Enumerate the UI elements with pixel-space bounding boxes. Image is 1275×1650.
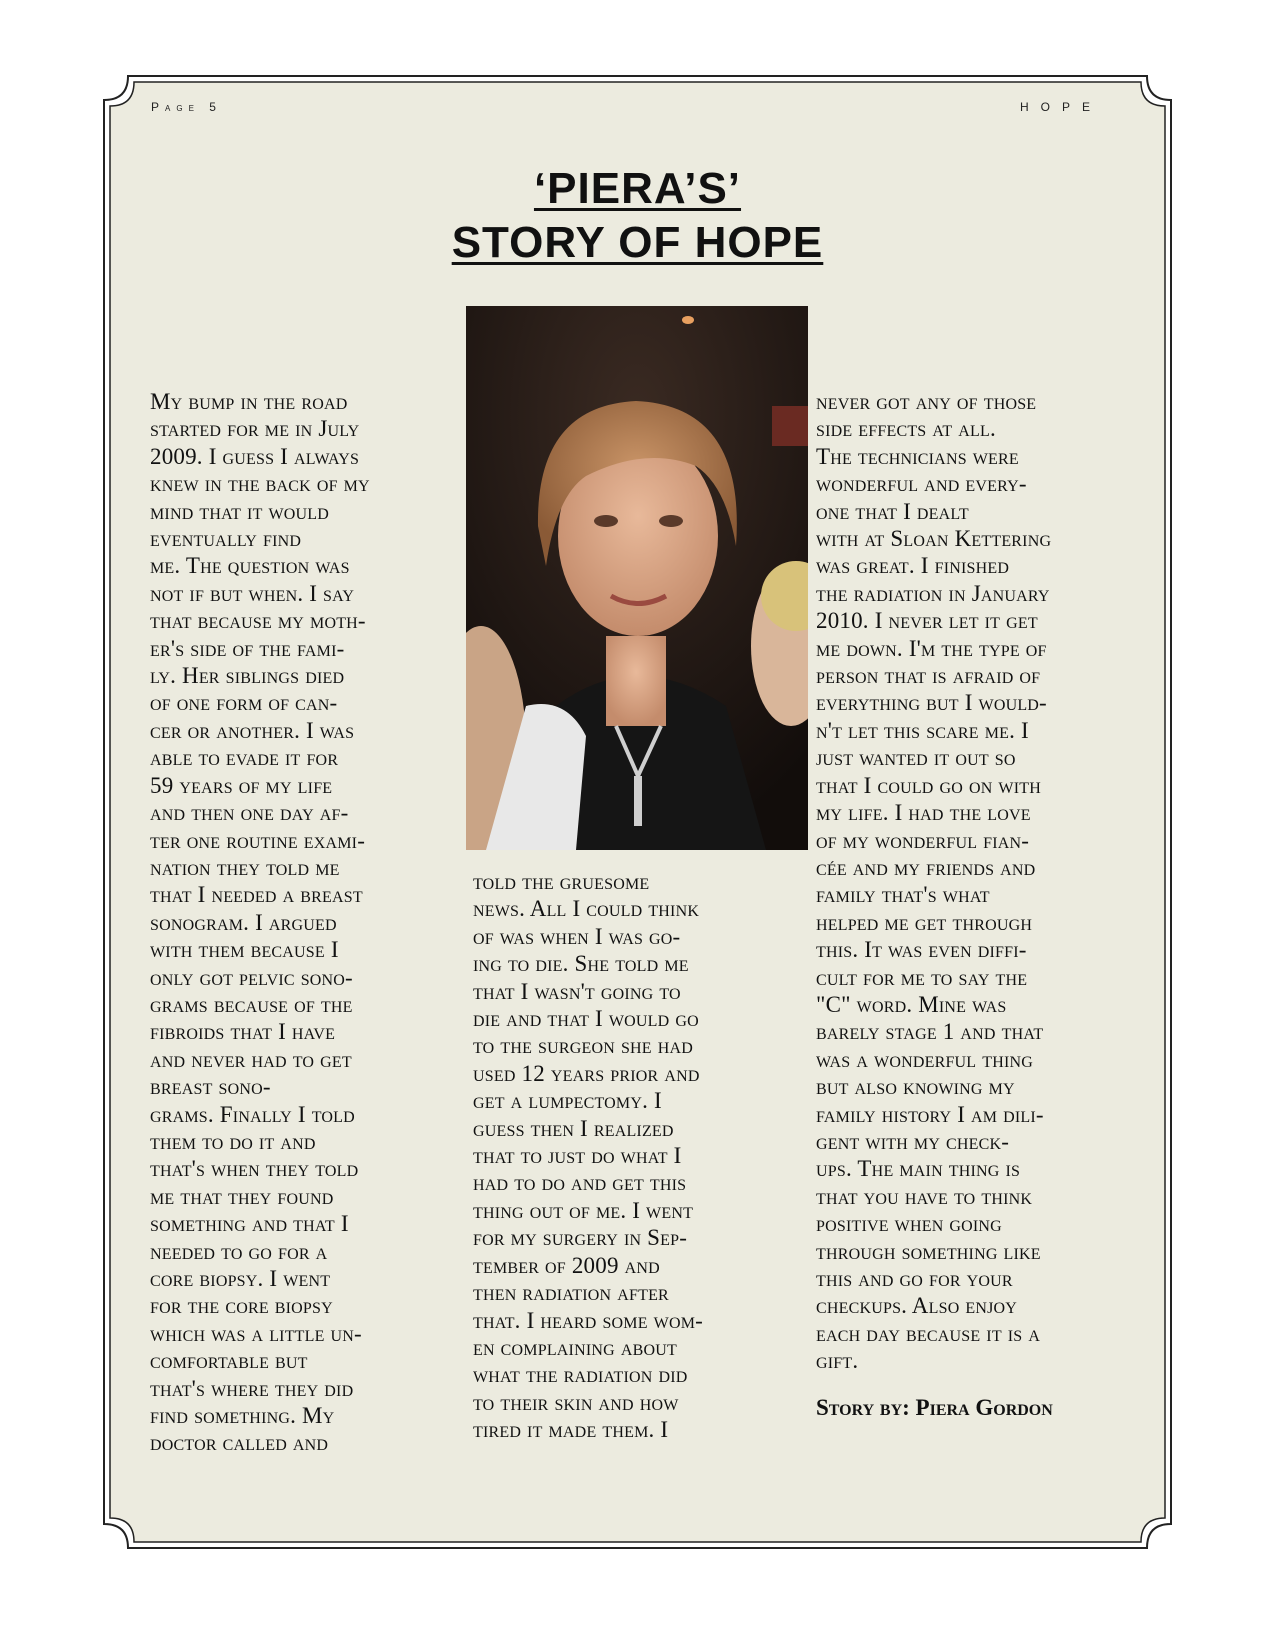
text-line: that's when they told xyxy=(150,1156,359,1182)
text-line: that I wasn't going to xyxy=(473,978,681,1004)
text-line: die and that I would go xyxy=(473,1006,699,1032)
text-line: wonderful and every- xyxy=(816,471,1027,497)
text-line: eventually find xyxy=(150,526,302,552)
text-line: 2009. I guess I always xyxy=(150,443,360,469)
text-line: which was a little un- xyxy=(150,1320,362,1346)
text-line: helped me get through xyxy=(816,909,1033,935)
text-line: news. All I could think xyxy=(473,896,700,922)
text-line: not if but when. I say xyxy=(150,580,355,606)
text-line: cult for me to say the xyxy=(816,964,1028,990)
text-line: used 12 years prior and xyxy=(473,1060,700,1086)
text-line: was great. I finished xyxy=(816,553,1010,579)
text-line: ing to die. She told me xyxy=(473,951,689,977)
text-line: them to do it and xyxy=(150,1128,316,1154)
text-line: grams because of the xyxy=(150,991,353,1017)
text-line: knew in the back of my xyxy=(150,471,370,497)
text-line: nation they told me xyxy=(150,854,340,880)
text-line: doctor called and xyxy=(150,1430,329,1456)
text-line: each day because it is a xyxy=(816,1320,1041,1346)
text-line: and never had to get xyxy=(150,1046,352,1072)
text-line: positive when going xyxy=(816,1211,1002,1237)
text-line: family that's what xyxy=(816,882,990,908)
text-line: get a lumpectomy. I xyxy=(473,1088,662,1114)
text-line: ter one routine exami- xyxy=(150,827,366,853)
text-line: The technicians were xyxy=(816,443,1019,469)
text-line: cer or another. I was xyxy=(150,717,355,743)
text-line: breast sono- xyxy=(150,1074,271,1100)
text-line: ly. Her siblings died xyxy=(150,663,345,689)
text-line: barely stage 1 and that xyxy=(816,1019,1044,1045)
story-byline: Story by: Piera Gordon xyxy=(816,1395,1053,1420)
text-line: everything but I would- xyxy=(816,690,1047,716)
text-line: my life. I had the love xyxy=(816,800,1031,826)
text-line: what the radiation did xyxy=(473,1362,688,1388)
text-line: that I needed a breast xyxy=(150,882,363,908)
text-line: that. I heard some wom- xyxy=(473,1307,703,1333)
text-line: with them because I xyxy=(150,937,339,963)
text-line: for my surgery in Sep- xyxy=(473,1225,688,1251)
text-line: of was when I was go- xyxy=(473,923,681,949)
text-line: had to do and get this xyxy=(473,1170,687,1196)
article-column-1 xyxy=(150,388,370,1457)
text-line: the radiation in January xyxy=(816,580,1050,606)
text-line: 59 years of my life xyxy=(150,772,333,798)
text-line: core biopsy. I went xyxy=(150,1266,331,1291)
text-line: never got any of those xyxy=(816,389,1037,414)
text-line: family history I am dili- xyxy=(816,1101,1044,1127)
text-line: thing out of me. I went xyxy=(473,1197,694,1223)
text-line: that you have to think xyxy=(816,1183,1033,1209)
text-line: sonogram. I argued xyxy=(150,909,337,935)
text-line: find something. My xyxy=(150,1403,335,1429)
text-line: cée and my friends and xyxy=(816,854,1036,880)
title-line-2: STORY OF HOPE xyxy=(451,218,824,267)
text-line: that I could go on with xyxy=(816,772,1041,798)
text-line: me that they found xyxy=(150,1183,334,1209)
text-line: to their skin and how xyxy=(473,1389,679,1415)
text-line: me. The question was xyxy=(150,553,350,579)
text-line: fibroids that I have xyxy=(150,1019,336,1045)
text-line: en complaining about xyxy=(473,1334,677,1360)
text-line: then radiation after xyxy=(473,1280,669,1306)
article-column-3 xyxy=(816,388,1051,1375)
text-line: told the gruesome xyxy=(473,869,650,894)
text-line: guess then I realized xyxy=(473,1115,674,1141)
text-line: with at Sloan Kettering xyxy=(816,526,1052,552)
page-number: Page 5 xyxy=(151,100,222,114)
text-line: through something like xyxy=(816,1238,1041,1264)
text-line: that's where they did xyxy=(150,1375,354,1401)
text-line: checkups. Also enjoy xyxy=(816,1293,1018,1319)
article-column-2 xyxy=(473,868,703,1444)
text-line: needed to go for a xyxy=(150,1238,328,1264)
text-line: able to evade it for xyxy=(150,745,339,771)
text-line: for the core biopsy xyxy=(150,1293,333,1319)
text-line: tember of 2009 and xyxy=(473,1252,660,1278)
text-line: comfortable but xyxy=(150,1348,308,1374)
portrait-photo xyxy=(466,306,808,850)
text-line: 2010. I never let it get xyxy=(816,608,1038,634)
text-line: grams. Finally I told xyxy=(150,1101,355,1127)
text-line: of my wonderful fian- xyxy=(816,827,1030,853)
text-line: side effects at all. xyxy=(816,416,996,442)
text-line: er's side of the fami- xyxy=(150,635,345,661)
text-line: and then one day af- xyxy=(150,800,349,826)
text-line: something and that I xyxy=(150,1211,349,1237)
text-line: gift. xyxy=(816,1348,859,1374)
text-line: to the surgeon she had xyxy=(473,1033,693,1059)
text-line: one that I dealt xyxy=(816,498,969,524)
text-line: me down. I'm the type of xyxy=(816,635,1047,661)
section-label: HOPE xyxy=(1020,100,1103,114)
text-line: "C" word. Mine was xyxy=(816,991,1007,1017)
text-line: only got pelvic sono- xyxy=(150,964,353,990)
text-line: tired it made them. I xyxy=(473,1417,669,1443)
text-line: started for me in July xyxy=(150,416,360,442)
text-line: just wanted it out so xyxy=(816,745,1016,771)
text-line: that because my moth- xyxy=(150,608,366,634)
text-line: My bump in the road xyxy=(150,389,348,414)
text-line: person that is afraid of xyxy=(816,663,1041,689)
text-line: mind that it would xyxy=(150,498,330,524)
text-line: but also knowing my xyxy=(816,1074,1015,1100)
text-line: this. It was even diffi- xyxy=(816,937,1027,963)
text-line: was a wonderful thing xyxy=(816,1046,1033,1072)
title-line-1: ‘PIERA’S’ xyxy=(533,164,742,213)
text-line: n't let this scare me. I xyxy=(816,717,1029,743)
text-line: this and go for your xyxy=(816,1266,1013,1291)
text-line: ups. The main thing is xyxy=(816,1156,1021,1182)
article-title xyxy=(0,162,1275,270)
text-line: that to just do what I xyxy=(473,1143,682,1169)
text-line: of one form of can- xyxy=(150,690,338,716)
text-line: gent with my check- xyxy=(816,1128,1010,1154)
